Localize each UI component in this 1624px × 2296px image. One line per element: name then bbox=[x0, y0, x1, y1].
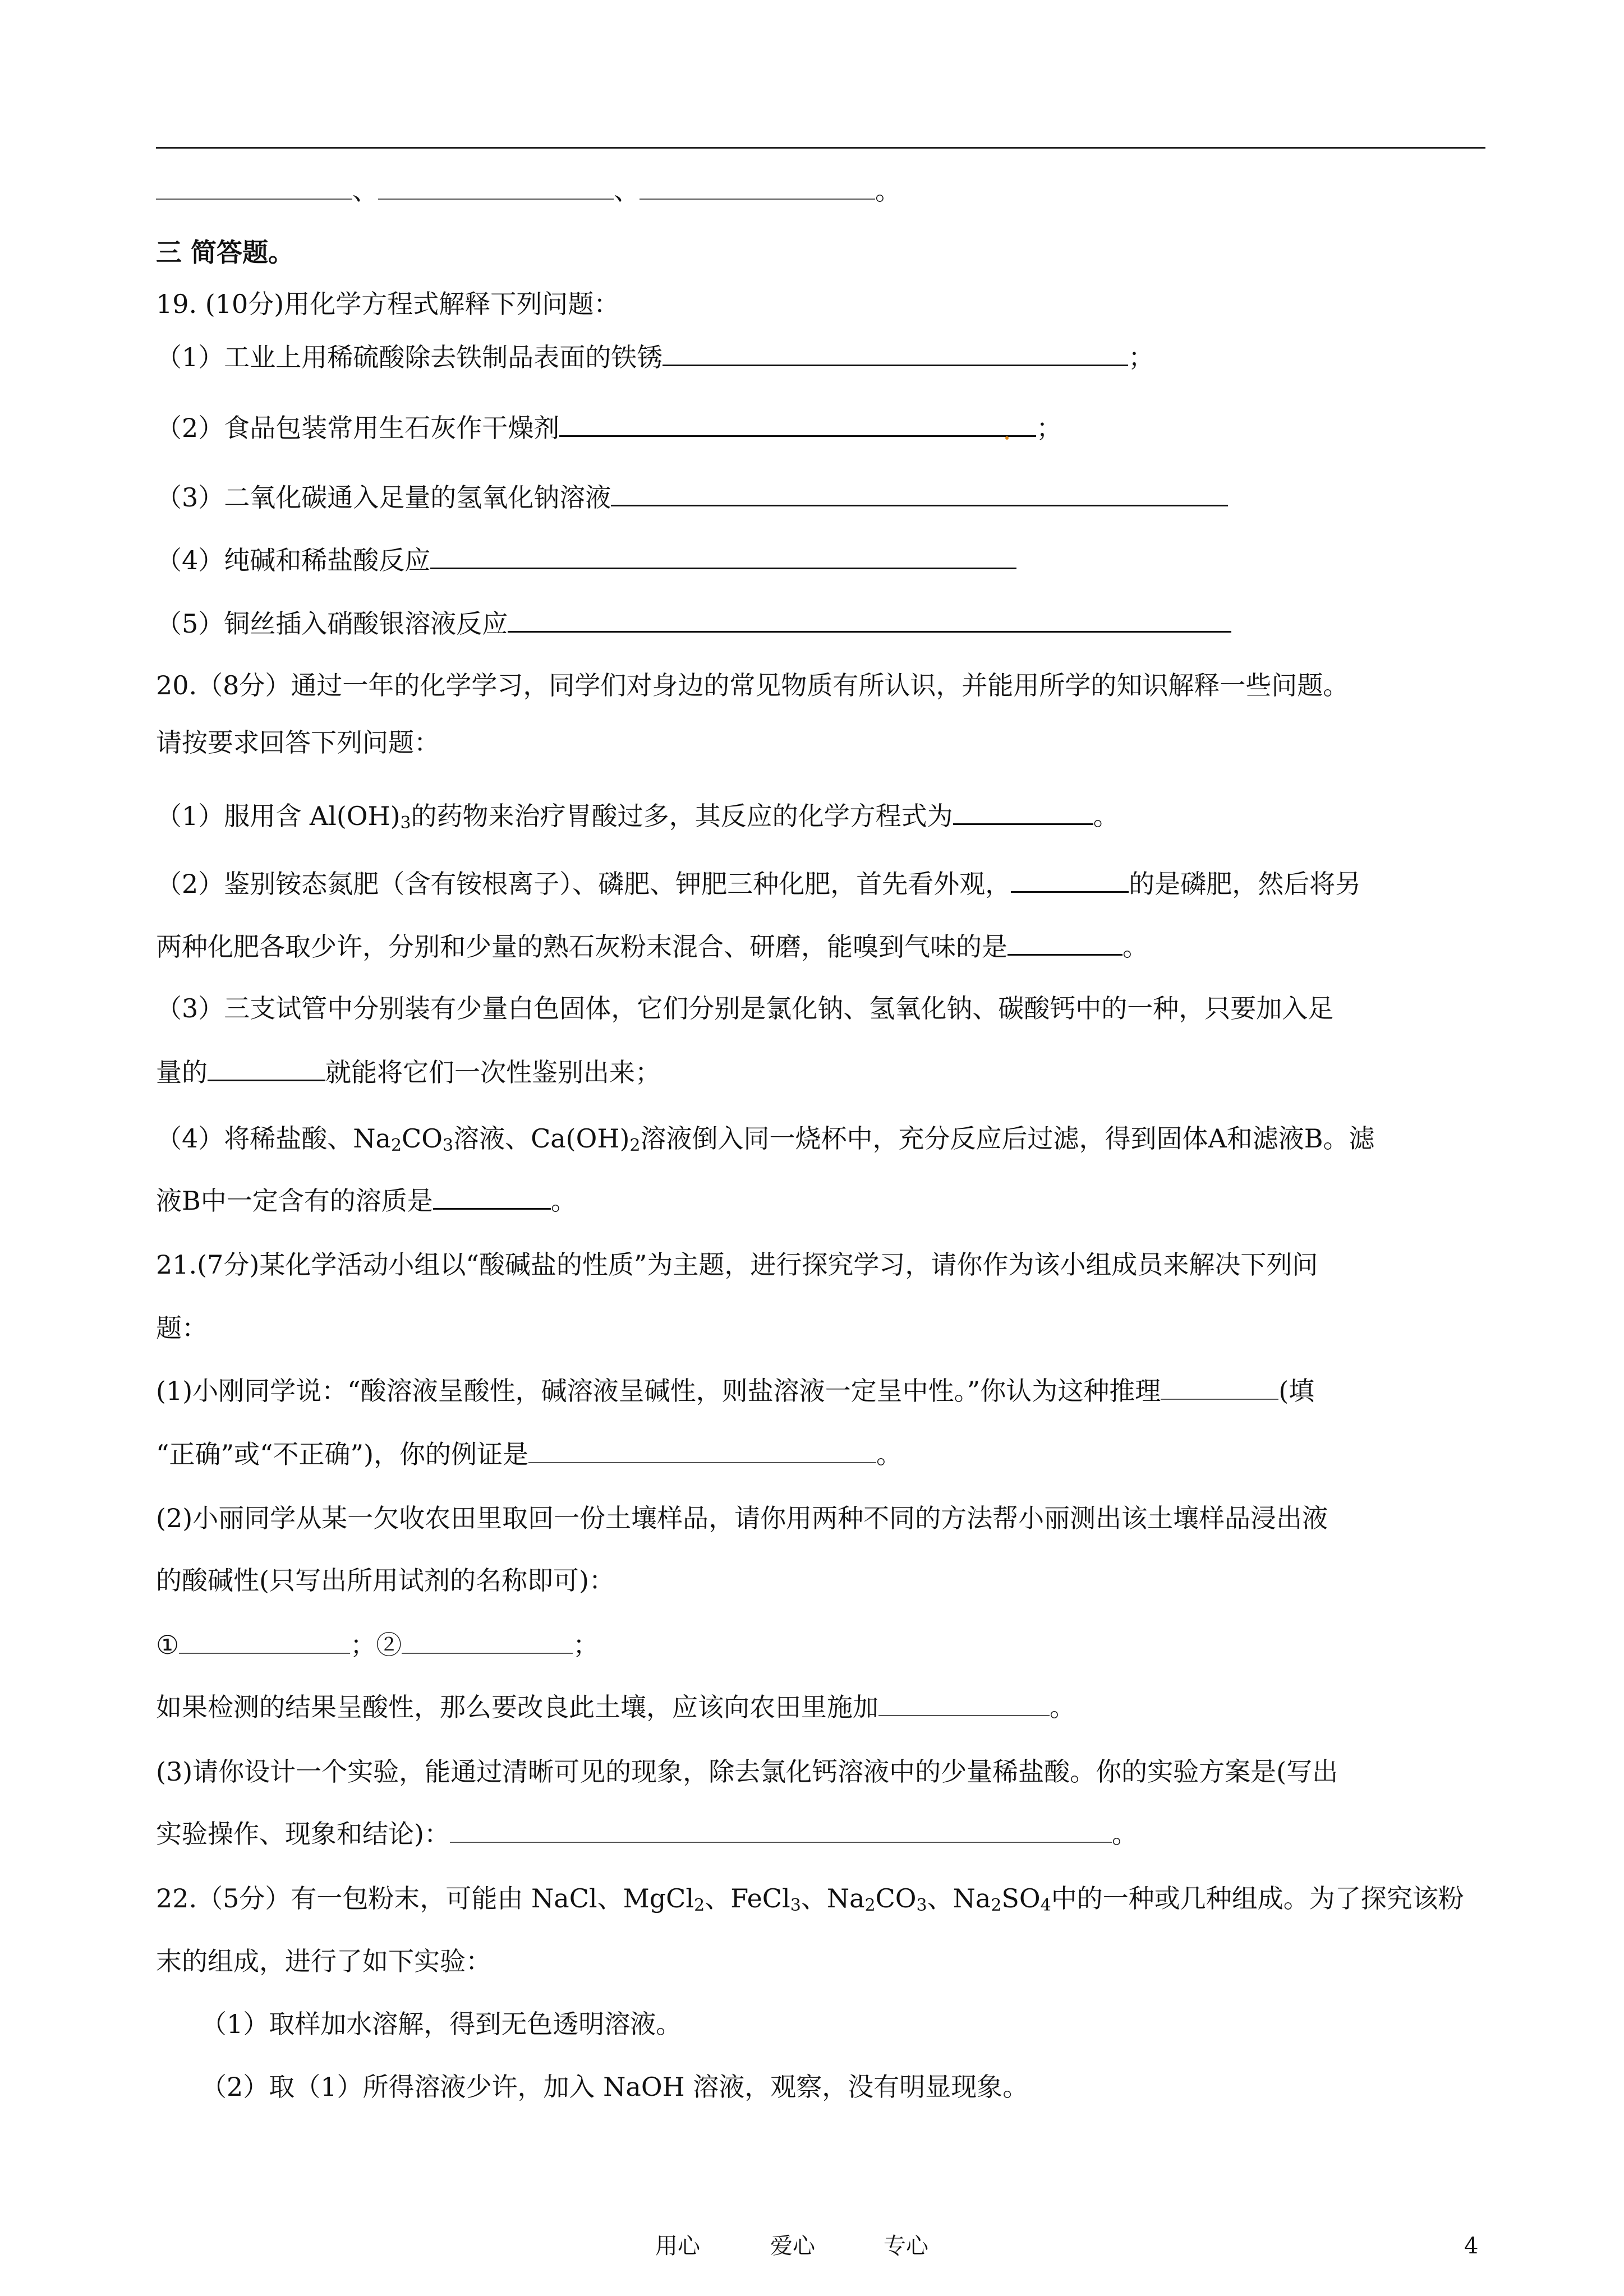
answer-blank[interactable] bbox=[1161, 1376, 1278, 1400]
q19-part2: （2）食品包装常用生石灰作干燥剂 ； bbox=[156, 413, 1062, 443]
q21-part1-line1: (1)小刚同学说：“酸溶液呈酸性，碱溶液呈碱性，则盐溶液一定呈中性。”你认为这种推理 (填 bbox=[156, 1376, 1315, 1406]
section-title: 三 简答题。 bbox=[156, 237, 295, 268]
header-rule bbox=[156, 147, 1485, 149]
answer-blank[interactable] bbox=[559, 413, 1036, 437]
answer-blank[interactable] bbox=[156, 176, 352, 200]
q19-stem: 19. (10分)用化学方程式解释下列问题： bbox=[156, 289, 620, 319]
answer-blank[interactable] bbox=[528, 1440, 876, 1463]
q20-part1: （1）服用含 $Al(OH)_3$的药物来治疗胃酸过多，其反应的化学方程式为 。 bbox=[156, 801, 1119, 833]
answer-blank[interactable] bbox=[433, 1186, 551, 1210]
answer-blank[interactable] bbox=[663, 342, 1128, 366]
footer-motto-3: 专心 bbox=[884, 2233, 928, 2259]
answer-blank[interactable] bbox=[179, 1630, 350, 1654]
page-number: 4 bbox=[1464, 2233, 1479, 2259]
q22-step2: （2）取（1）所得溶液少许，加入 NaOH 溶液，观察，没有明显现象。 bbox=[201, 2072, 1029, 2102]
q19-part3: （3）二氧化碳通入足量的氢氧化钠溶液 bbox=[156, 481, 1228, 514]
answer-blank[interactable] bbox=[640, 176, 875, 200]
q22-step1: （1）取样加水溶解，得到无色透明溶液。 bbox=[201, 2009, 682, 2039]
answer-blank[interactable] bbox=[208, 1057, 325, 1081]
q19-part4: （4）纯碱和稀盐酸反应 bbox=[156, 543, 1016, 577]
answer-blank[interactable] bbox=[1007, 932, 1122, 956]
q20-stem-line1: 20.（8分）通过一年的化学学习，同学们对身边的常见物质有所认识，并能用所学的知识解释一些问题。 bbox=[156, 670, 1349, 700]
answer-blank[interactable] bbox=[402, 1630, 573, 1654]
orange-dot-mark bbox=[1005, 436, 1009, 440]
q20-part2-line1: （2）鉴别铵态氮肥（含有铵根离子）、磷肥、钾肥三种化肥，首先看外观， 的是磷肥，然后将另 bbox=[156, 869, 1361, 899]
q21-part2-line2: 的酸碱性(只写出所用试剂的名称即可)： bbox=[156, 1565, 615, 1596]
answer-blank[interactable] bbox=[878, 1693, 1050, 1716]
q21-part3-line1: (3)请你设计一个实验，能通过清晰可见的现象，除去氯化钙溶液中的少量稀盐酸。你的实验方案是(写出 bbox=[156, 1756, 1338, 1787]
q21-part2-line4: 如果检测的结果呈酸性，那么要改良此土壤，应该向农田里施加 。 bbox=[156, 1692, 1075, 1722]
q22-stem-line2: 末的组成，进行了如下实验： bbox=[156, 1946, 491, 1976]
q19-part1: （1）工业上用稀硫酸除去铁制品表面的铁锈 ； bbox=[156, 342, 1154, 372]
q21-part3-line2: 实验操作、现象和结论)： 。 bbox=[156, 1819, 1138, 1849]
footer-motto-2: 爱心 bbox=[770, 2233, 815, 2259]
footer-motto-1: 用心 bbox=[655, 2233, 700, 2259]
q20-part3-line1: （3）三支试管中分别装有少量白色固体，它们分别是氯化钠、氢氧化钠、碳酸钙中的一种，只要加入足 bbox=[156, 993, 1334, 1023]
q20-part3-line2: 量的 就能将它们一次性鉴别出来； bbox=[156, 1057, 661, 1087]
q20-part2-line2: 两种化肥各取少许，分别和少量的熟石灰粉末混合、研磨，能嗅到气味的是 。 bbox=[156, 932, 1148, 962]
separator: 、 bbox=[352, 176, 378, 206]
period: 。 bbox=[875, 176, 901, 206]
answer-blank[interactable] bbox=[508, 608, 1231, 633]
previous-answer-blanks bbox=[156, 174, 901, 208]
answer-blank[interactable] bbox=[430, 545, 1016, 569]
q21-part2-line3: ① ；② ； bbox=[156, 1630, 599, 1660]
separator: 、 bbox=[614, 176, 640, 206]
q22-stem-line1: 22.（5分）有一包粉末，可能由 NaCl、MgCl$_2$、FeCl$_3$、$Na_2CO_3$、$Na_2SO_4$中的一种或几种组成。为了探究该粉 bbox=[156, 1883, 1464, 1915]
answer-blank[interactable] bbox=[450, 1819, 1112, 1843]
q20-stem-line2: 请按要求回答下列问题： bbox=[156, 727, 440, 758]
q21-part1-line2: “正确”或“不正确”)，你的例证是 。 bbox=[156, 1439, 903, 1469]
q20-part4-line1: （4）将稀盐酸、$Na_2CO_3$溶液、$Ca(OH)_2$溶液倒入同一烧杯中，充分反应后过滤，得到固体A和滤液B。滤 bbox=[156, 1123, 1375, 1155]
q21-part2-line1: (2)小丽同学从某一欠收农田里取回一份土壤样品，请你用两种不同的方法帮小丽测出该土壤样品浸出液 bbox=[156, 1503, 1328, 1533]
q19-part5: （5）铜丝插入硝酸银溶液反应 bbox=[156, 607, 1231, 640]
q20-part4-line2: 液B中一定含有的溶质是 。 bbox=[156, 1186, 577, 1216]
answer-blank[interactable] bbox=[1011, 869, 1129, 893]
answer-blank[interactable] bbox=[953, 801, 1093, 825]
q21-stem-line1: 21.(7分)某化学活动小组以“酸碱盐的性质”为主题，进行探究学习，请你作为该小组成员来解决下列问 bbox=[156, 1250, 1318, 1280]
answer-blank[interactable] bbox=[378, 176, 614, 200]
answer-blank[interactable] bbox=[611, 482, 1228, 506]
q21-stem-line2: 题： bbox=[156, 1313, 208, 1343]
